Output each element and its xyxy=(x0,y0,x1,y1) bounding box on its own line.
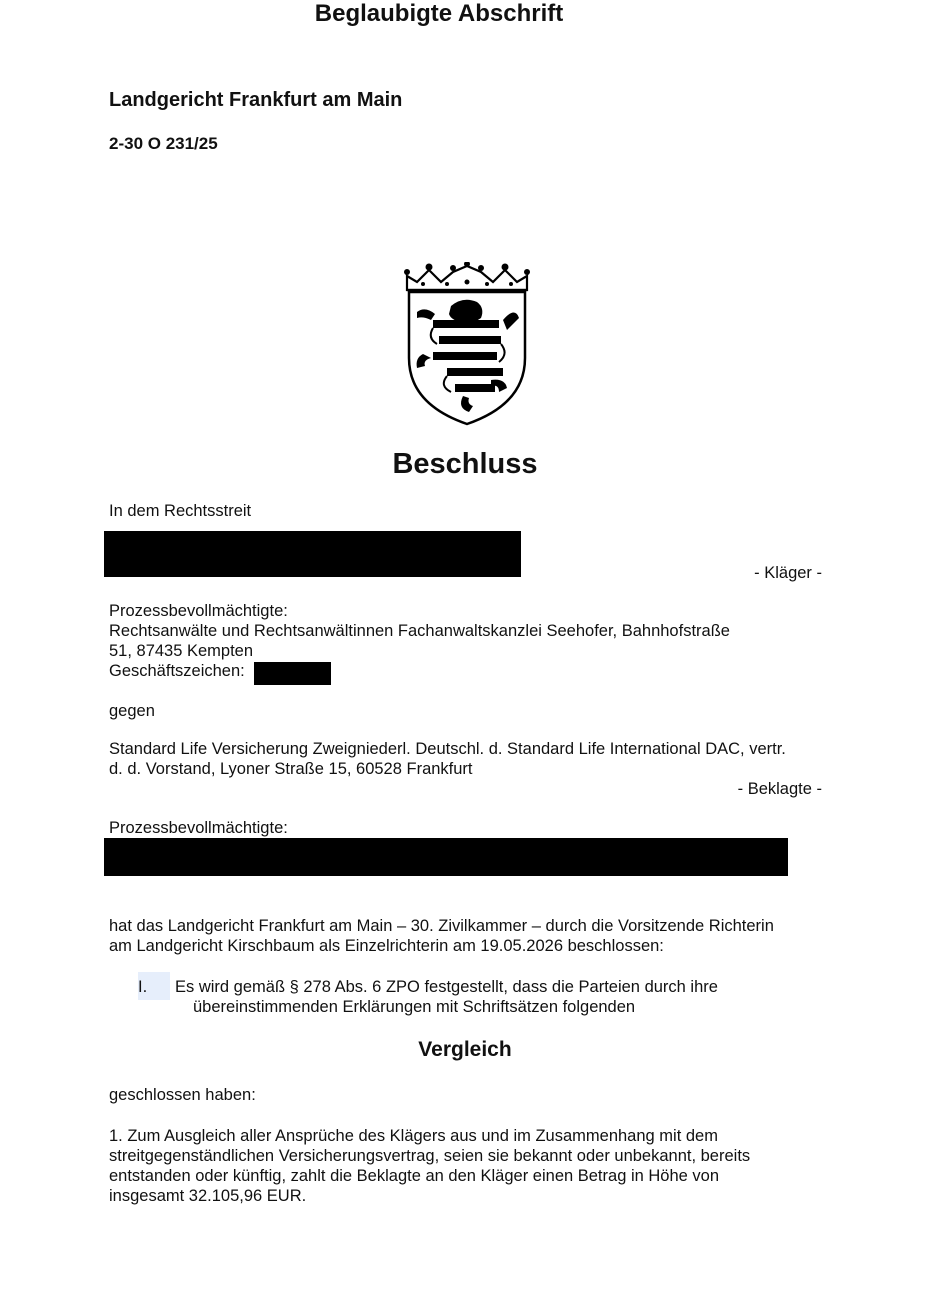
document-title: Beschluss xyxy=(392,448,538,480)
decision-intro-line2: am Landgericht Kirschbaum als Einzelrichterin am 19.05.2026 beschlossen: xyxy=(109,937,664,955)
item1-line1: Es wird gemäß § 278 Abs. 6 ZPO festgestellt, dass die Parteien durch ihre xyxy=(175,978,718,996)
reference-label: Geschäftszeichen: xyxy=(109,662,245,680)
settlement-title: Vergleich xyxy=(418,1038,512,1061)
plaintiff-counsel-line1: Rechtsanwälte und Rechtsanwältinnen Fachanwaltskanzlei Seehofer, Bahnhofstraße xyxy=(109,622,730,640)
clause1-line3: entstanden oder künftig, zahlt die Beklagte an den Kläger einen Betrag in Höhe von xyxy=(109,1167,720,1185)
item1-line2: übereinstimmenden Erklärungen mit Schriftsätzen folgenden xyxy=(193,998,636,1016)
clause1-line1: 1. Zum Ausgleich aller Ansprüche des Klägers aus und im Zusammenhang mit dem xyxy=(109,1127,718,1145)
defendant-line1: Standard Life Versicherung Zweigniederl. Deutschl. d. Standard Life International DAC, vertr. xyxy=(109,740,786,758)
defendant-line2: d. d. Vorstand, Lyoner Straße 15, 60528 Frankfurt xyxy=(109,760,473,778)
versus-text: gegen xyxy=(109,702,155,720)
decision-intro-line1: hat das Landgericht Frankfurt am Main – 30. Zivilkammer – durch die Vorsitzende Richterin xyxy=(109,917,774,935)
hesse-lion-coat-of-arms-icon xyxy=(403,262,531,426)
concluded-text: geschlossen haben: xyxy=(109,1086,256,1104)
defendant-role: - Beklagte - xyxy=(737,780,822,798)
item-number: I. xyxy=(138,978,148,996)
defendant-counsel-label: Prozessbevollmächtigte: xyxy=(109,819,288,837)
intro-text: In dem Rechtsstreit xyxy=(109,502,252,520)
court-name: Landgericht Frankfurt am Main xyxy=(109,89,403,111)
plaintiff-counsel-label: Prozessbevollmächtigte: xyxy=(109,602,288,620)
plaintiff-role: - Kläger - xyxy=(754,564,822,582)
clause1-line4: insgesamt 32.105,96 EUR. xyxy=(109,1187,307,1205)
redaction-reference xyxy=(254,662,331,685)
case-number: 2-30 O 231/25 xyxy=(109,134,218,153)
redaction-defendant-counsel xyxy=(104,838,788,876)
certified-copy-heading: Beglaubigte Abschrift xyxy=(314,0,564,27)
clause1-line2: streitgegenständlichen Versicherungsvertrag, seien sie bekannt oder unbekannt, bereits xyxy=(109,1147,751,1165)
redaction-plaintiff-name xyxy=(104,531,521,577)
plaintiff-counsel-line2: 51, 87435 Kempten xyxy=(109,642,254,660)
